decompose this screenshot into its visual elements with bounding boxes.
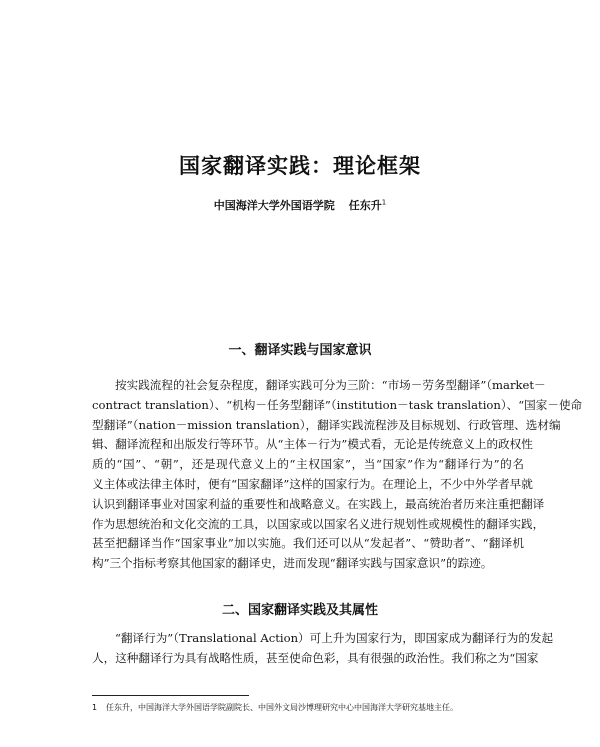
paper-title: 国家翻译实践：理论框架	[179, 154, 421, 178]
section-heading-2: 二、国家翻译实践及其属性	[221, 603, 378, 618]
section-2-paragraph	[92, 629, 554, 669]
paragraph-line: 认识到翻译事业对国家利益的重要性和战略意义。在实践上，最高统治者历来注重把翻译	[92, 496, 545, 511]
paragraph-line: 义主体或法律主体时，便有“国家翻译”这样的国家行为。在理论上，不少中外学者早就	[92, 476, 533, 491]
paragraph-line: “翻译行为”（Translational Action）可上升为国家行为，即国家成为翻译行为的发起	[115, 631, 554, 645]
footnote-text: 任东升，中国海洋大学外国语学院副院长、中国外文局沙博理研究中心中国海洋大学研究基地主任。	[106, 703, 458, 712]
paragraph-line: 按实践流程的社会复杂程度，翻译实践可分为三阶：“市场－劳务型翻译”（market－	[115, 378, 546, 392]
paragraph-line: 构”三个指标考察其他国家的翻译史，进而发现“翻译实践与国家意识”的踪迹。	[92, 556, 493, 571]
footnote	[92, 702, 532, 713]
section-1-paragraph	[92, 376, 583, 574]
byline	[0, 197, 600, 213]
paragraph-line: 人，这种翻译行为具有战略性质，甚至使命色彩，具有很强的政治性。我们称之为“国家	[92, 650, 539, 665]
paragraph-line: 型翻译”（nation－mission translation），翻译实践流程涉及目标规划、行政管理、选材编	[92, 417, 561, 432]
footnote-mark: 1	[381, 198, 387, 207]
paragraph-line: contract translation）、“机构－任务型翻译”（institution－task translation）、“国家－使命	[92, 397, 583, 412]
author-name: 任东升	[348, 199, 382, 212]
section-heading-1: 一、翻译实践与国家意识	[228, 343, 372, 358]
paragraph-line: 辑、翻译流程和出版发行等环节。从“主体－行为”模式看，无论是传统意义上的政权性	[92, 437, 533, 452]
paragraph-line: 作为思想统治和文化交流的工具，以国家或以国家名义进行规划性或规模性的翻译实践，	[92, 516, 545, 531]
footnote-number: 1	[92, 703, 98, 712]
paragraph-line: 甚至把翻译当作“国家事业”加以实施。我们还可以从“发起者”、“赞助者”、“翻译机	[92, 536, 524, 551]
affiliation: 中国海洋大学外国语学院	[213, 199, 335, 212]
paragraph-line: 质的“国”、“朝”，还是现代意义上的“主权国家”，当“国家”作为“翻译行为”的名	[92, 457, 524, 472]
footnote-divider	[92, 695, 249, 696]
